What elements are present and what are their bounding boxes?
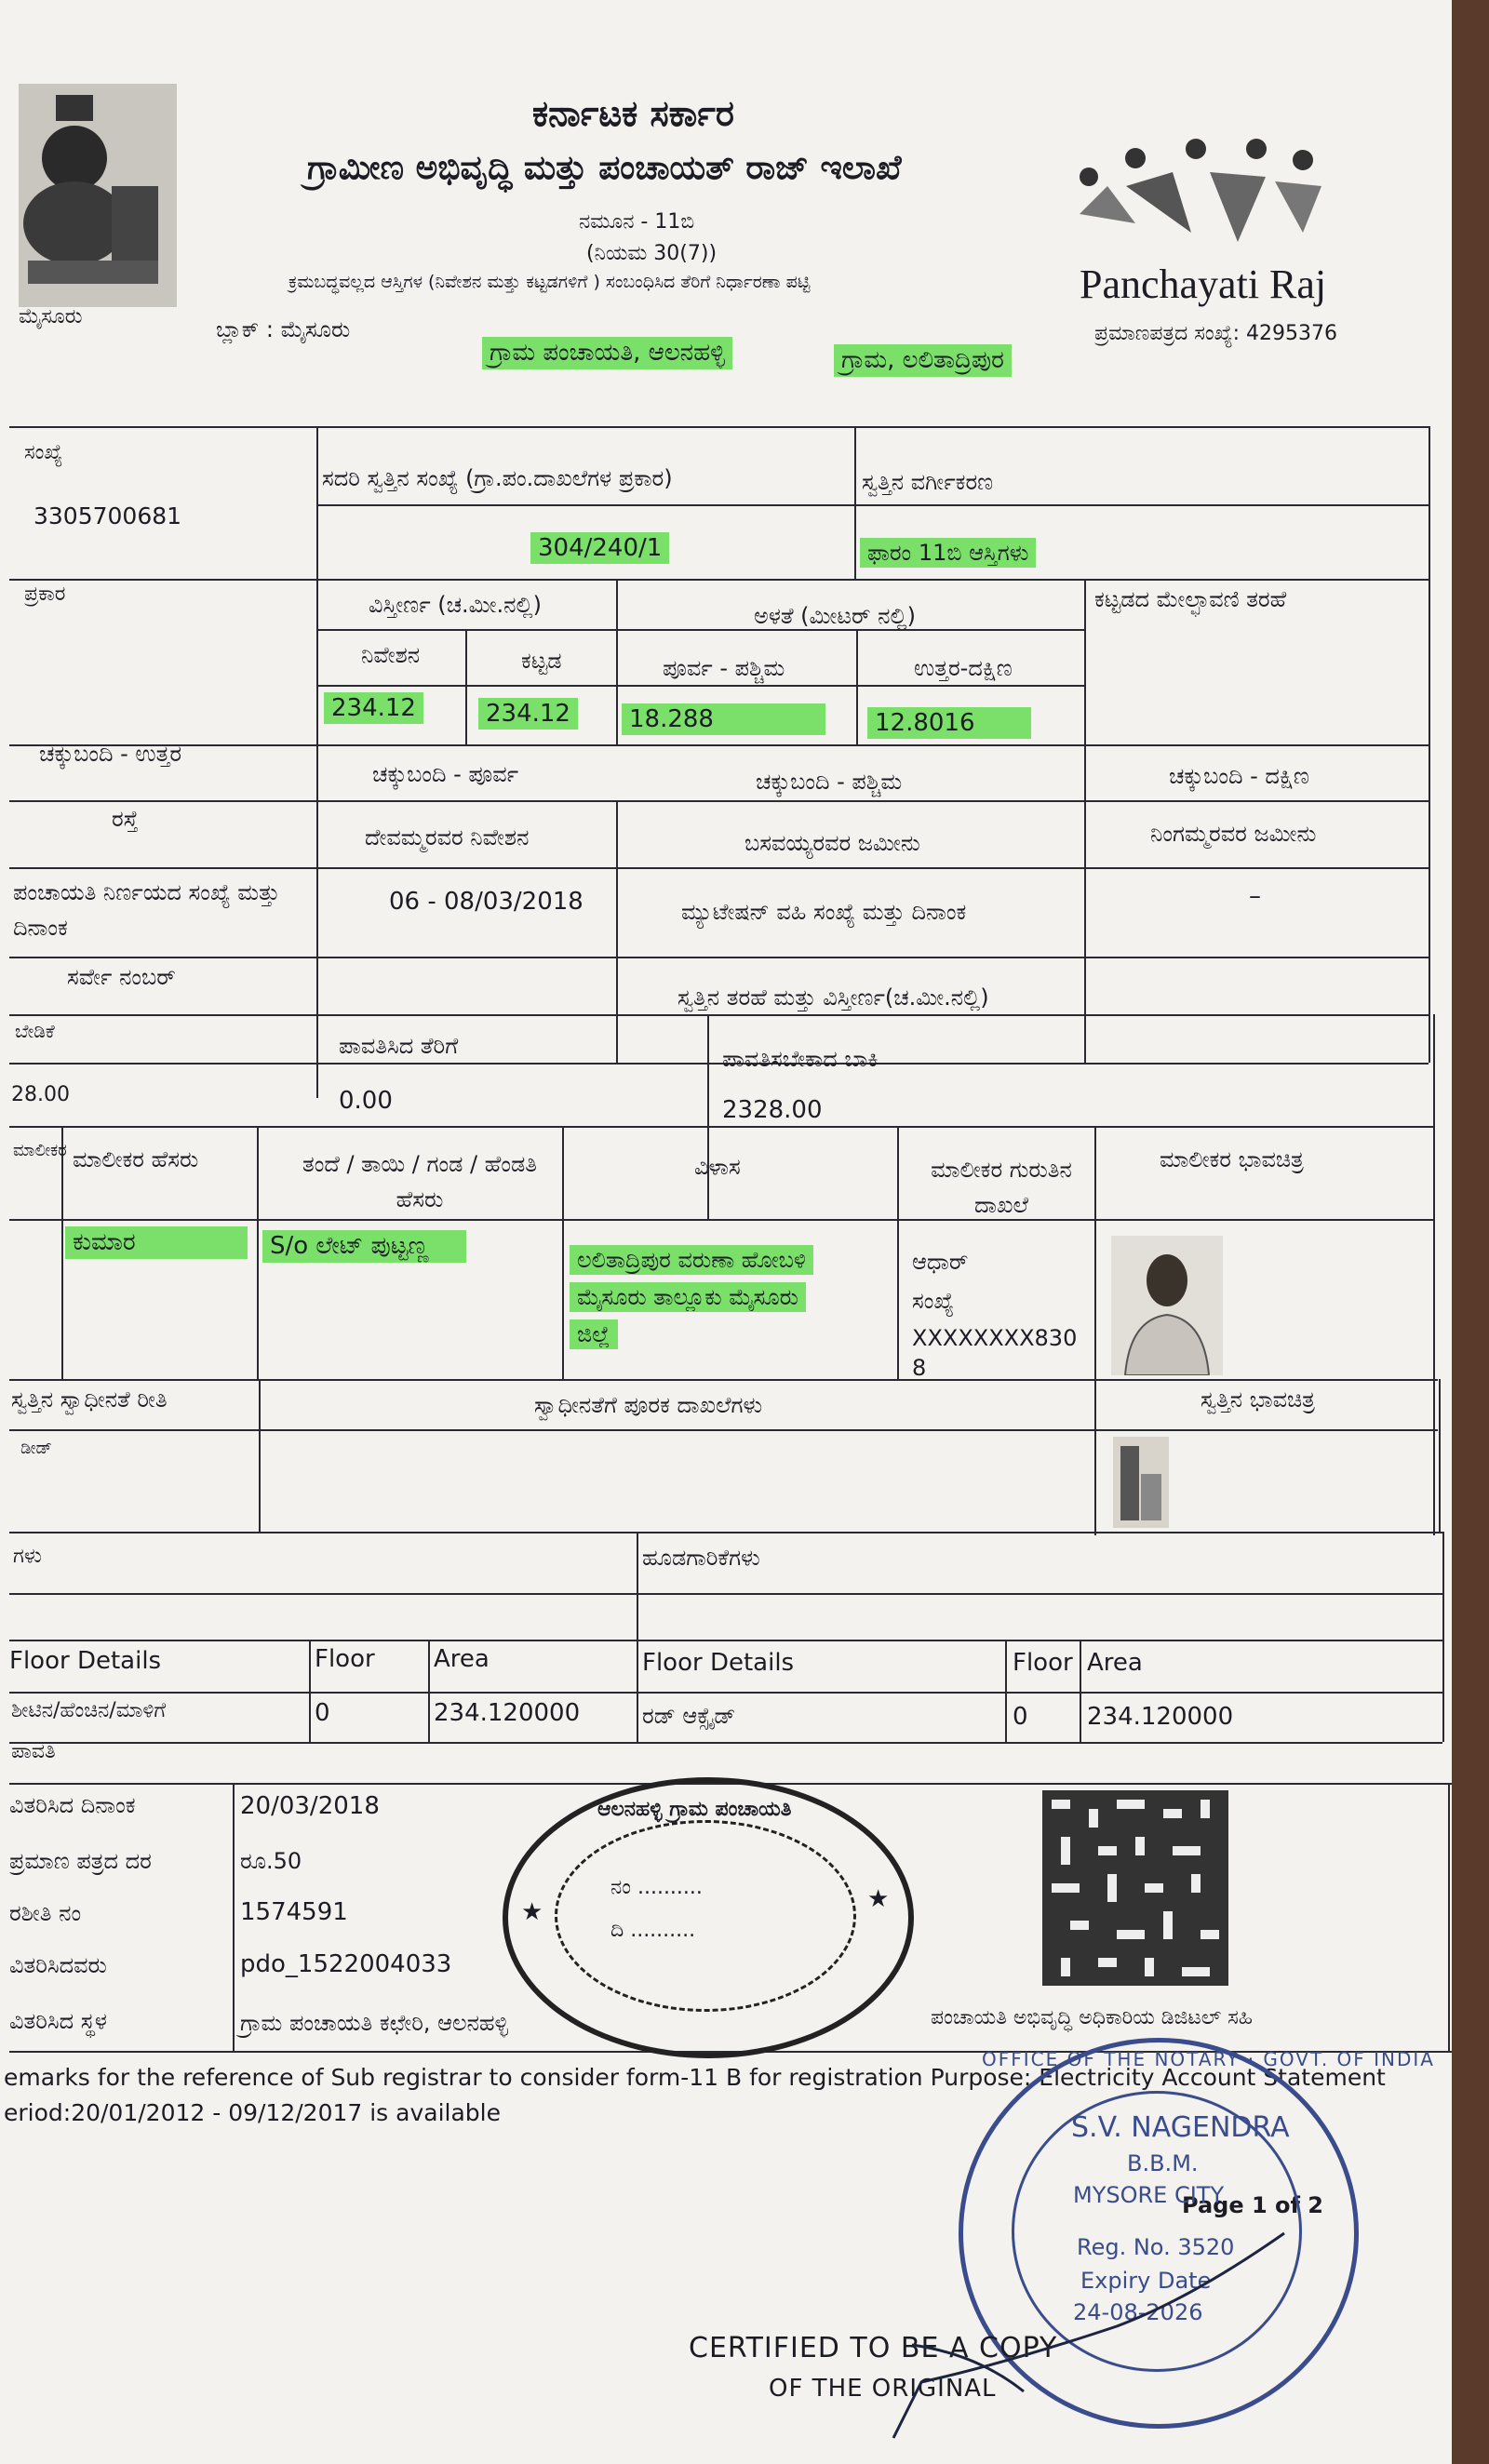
table-rule — [1084, 579, 1086, 1063]
village-name: ಗ್ರಾಮ, ಲಲಿತಾದ್ರಿಪುರ — [834, 344, 1012, 377]
remarks-line-2: eriod:20/01/2012 - 09/12/2017 is available — [4, 2099, 501, 2126]
table-rule — [1448, 1783, 1450, 2051]
notary-line-5: 24-08-2026 — [1073, 2299, 1203, 2325]
floor-details-header: Floor Details — [9, 1647, 162, 1675]
table-rule — [9, 1532, 1442, 1533]
address-line-1: ಲಲಿತಾದ್ರಿಪುರ ವರುಣಾ ಹೋಬಳಿ — [570, 1245, 813, 1275]
table-rule — [316, 504, 1429, 506]
table-rule — [465, 629, 467, 744]
address-line-2: ಮೈಸೂರು ತಾಲ್ಲೂಕು ಮೈಸೂರು — [570, 1282, 806, 1312]
table-rule — [233, 1783, 235, 2051]
address-label: ವಿಳಾಸ — [694, 1154, 741, 1180]
table-rule — [854, 426, 856, 579]
property-id-label: ಸಂಖ್ಯೆ — [24, 441, 63, 464]
table-rule — [1094, 1126, 1096, 1535]
panchayati-raj-logo — [1070, 130, 1340, 261]
table-rule — [9, 1593, 1442, 1595]
digital-signature-label: ಪಂಚಾಯತಿ ಅಭಿವೃದ್ಧಿ ಅಧಿಕಾರಿಯ ಡಿಜಿಟಲ್ ಸಹಿ — [931, 2006, 1253, 2029]
table-rule — [856, 629, 858, 744]
floor-details-header-2: Floor Details — [642, 1649, 795, 1677]
north-boundary-label: ಚಕ್ಕುಬಂದಿ - ಉತ್ತರ — [39, 741, 182, 767]
survey-number-label: ಸರ್ವೇ ನಂಬರ್ — [67, 964, 176, 990]
form-number: ನಮೂನ - 11ಬಿ — [579, 210, 695, 234]
remarks-line-1: emarks for the reference of Sub registrar to consider form-11 B for registration Purpose: Electricity Account Statement — [4, 2064, 1386, 2091]
owner-photo — [1111, 1236, 1223, 1375]
certified-copy-line-1: CERTIFIED TO BE A COPY — [689, 2332, 1058, 2364]
mutation-label: ಮ್ಯುಟೇಷನ್ ವಹಿ ಸಂಖ್ಯೆ ಮತ್ತು ದಿನಾಂಕ — [681, 899, 967, 925]
west-boundary-value: ಬಸವಯ್ಯರವರ ಜಮೀನು — [744, 830, 920, 856]
page-number: Page 1 of 2 — [1182, 2192, 1323, 2218]
table-rule — [1433, 1126, 1435, 1535]
table-rule — [1080, 1640, 1081, 1742]
north-south-value: 12.8016 — [867, 707, 1031, 739]
table-rule — [1005, 1640, 1007, 1742]
ownership-mode-label: ಸ್ವತ್ತಿನ ಸ್ವಾಧೀನತೆ ರೀತಿ — [11, 1386, 168, 1413]
notary-line-3: Reg. No. 3520 — [1077, 2234, 1235, 2260]
ownership-mode-value: ಡೀಡ್ — [20, 1439, 52, 1458]
table-rule — [428, 1640, 430, 1742]
classification-label: ಸ್ವತ್ತಿನ ವರ್ಗೀಕರಣ — [862, 469, 994, 495]
issue-place-value: ಗ್ರಾಮ ಪಂಚಾಯತಿ ಕಛೇರಿ, ಆಲನಹಳ್ಳಿ — [240, 2010, 509, 2036]
notary-ring-text: OFFICE OF THE NOTARY · GOVT. OF INDIA — [982, 2048, 1435, 2070]
floor-row-1-area: 234.120000 — [434, 1699, 581, 1727]
table-rule — [9, 1640, 1442, 1641]
certified-copy-line-2: OF THE ORIGINAL — [769, 2375, 997, 2403]
due-label: ಪಾವತಿಸಬೇಕಾದ ಬಾಕಿ — [722, 1046, 879, 1072]
notary-line-4: Expiry Date — [1080, 2268, 1212, 2294]
table-rule — [309, 1640, 311, 1742]
karnataka-emblem — [19, 84, 177, 307]
owner-name-value: ಕುಮಾರ — [65, 1226, 248, 1259]
table-rule — [9, 1219, 1433, 1221]
floor-header-2: Floor — [1013, 1649, 1073, 1677]
panchayat-seal-inner — [555, 1820, 856, 2012]
due-value: 2328.00 — [722, 1096, 823, 1124]
paid-tax-label: ಪಾವತಿಸಿದ ತೆರಿಗೆ — [339, 1033, 459, 1059]
table-rule — [9, 426, 1429, 428]
table-rule — [9, 1692, 1442, 1694]
floor-row-1-detail-2: ಪಾವತಿ — [11, 1740, 56, 1763]
site-label: ನಿವೇಶನ — [361, 642, 421, 668]
east-west-label: ಪೂರ್ವ - ಪಶ್ಚಿಮ — [663, 655, 785, 681]
area-label: ವಿಸ್ತೀರ್ಣ (ಚ.ಮೀ.ನಲ್ಲಿ) — [369, 592, 542, 618]
father-name-label: ತಂದೆ / ತಾಯಿ / ಗಂಡ / ಹೆಂಡತಿ ಹೆಸರು — [302, 1151, 537, 1213]
decision-value: 06 - 08/03/2018 — [389, 888, 584, 916]
issuer-label: ವಿತರಿಸಿದವರು — [9, 1952, 107, 1978]
paid-tax-value: 0.00 — [339, 1087, 393, 1115]
table-rule — [9, 1063, 1429, 1065]
issue-place-label: ವಿತರಿಸಿದ ಸ್ಥಳ — [9, 2008, 107, 2034]
table-rule — [9, 1742, 1442, 1744]
owner-id-line-3: XXXXXXXX830 — [912, 1325, 1078, 1351]
receipt-value: 1574591 — [240, 1898, 348, 1926]
property-id-value: 3305700681 — [34, 502, 182, 529]
demand-label: ಬೇಡಿಕೆ — [15, 1020, 55, 1042]
owner-id-line-1: ಆಧಾರ್ — [912, 1249, 969, 1275]
notary-name: S.V. NAGENDRA — [1071, 2111, 1290, 2144]
decision-label: ಪಂಚಾಯತಿ ನಿರ್ಣಯದ ಸಂಖ್ಯೆ ಮತ್ತು ದಿನಾಂಕ — [13, 879, 280, 942]
notary-line-2: MYSORE CITY — [1073, 2182, 1225, 2208]
address-line-3: ಜಿಲ್ಲೆ — [570, 1319, 618, 1349]
table-rule — [616, 579, 618, 744]
east-west-value: 18.288 — [622, 703, 825, 735]
rule-number: (ನಿಯಮ 30(7)) — [586, 242, 718, 265]
area-header-2: Area — [1087, 1649, 1143, 1677]
owner-id-line-4: 8 — [912, 1355, 927, 1381]
site-area-value: 234.12 — [324, 692, 423, 724]
table-rule — [316, 629, 1084, 631]
notary-signature — [838, 2205, 1321, 2447]
panchayat-name: ಗ್ರಾಮ ಪಂಚಾಯತಿ, ಆಲನಹಳ್ಳಿ — [482, 337, 732, 369]
qr-code — [1042, 1790, 1228, 1986]
table-rule — [9, 1379, 1438, 1381]
demand-value: 28.00 — [11, 1083, 70, 1106]
notary-line-1: B.B.M. — [1127, 2150, 1199, 2176]
owner-id-line-2: ಸಂಖ್ಯೆ — [912, 1288, 955, 1314]
fee-value: ರೂ.50 — [240, 1848, 302, 1874]
owner-id-label: ಮಾಲೀಕರ ಗುರುತಿನ ದಾಖಲೆ — [931, 1157, 1072, 1219]
west-boundary-label: ಚಕ್ಕುಬಂದಿ - ಪಶ್ಚಿಮ — [756, 769, 903, 795]
east-boundary-value: ದೇವಮ್ಮರವರ ನಿವೇಶನ — [365, 824, 530, 850]
seal-number: ನಂ .......... — [610, 1876, 703, 1899]
issue-date-value: 20/03/2018 — [240, 1792, 380, 1820]
table-rule — [9, 867, 1429, 869]
table-rule — [61, 1126, 63, 1379]
sadari-value: 304/240/1 — [530, 532, 669, 564]
property-photo-label: ಸ್ವತ್ತಿನ ಭಾವಚಿತ್ರ — [1201, 1386, 1315, 1413]
south-boundary-value: ನಿಂಗಮ್ಮರವರ ಜಮೀನು — [1150, 821, 1317, 847]
dimension-label: ಅಳತೆ (ಮೀಟರ್ ನಲ್ಲಿ) — [754, 603, 916, 629]
table-rule — [259, 1379, 261, 1532]
table-rule — [9, 579, 1429, 581]
floor-row-1-detail: ಶೀಟಿನ/ಹೆಂಚಿನ/ಮಾಳಿಗೆ — [11, 1699, 167, 1722]
floor-row-1-floor: 0 — [315, 1699, 330, 1727]
table-rule — [9, 957, 1429, 958]
table-rule — [616, 800, 618, 1063]
fee-label: ಪ್ರಮಾಣ ಪತ್ರದ ದರ — [9, 1848, 152, 1874]
table-rule — [9, 744, 1429, 746]
misc-left-label: ಗಳು — [13, 1545, 42, 1568]
seal-top-text: ಆಲನಹಳ್ಳಿ ಗ್ರಾಮ ಪಂಚಾಯತಿ — [597, 1798, 792, 1821]
seal-star-right: ★ — [867, 1885, 890, 1913]
table-rule — [257, 1126, 259, 1379]
seal-star-left: ★ — [521, 1898, 543, 1926]
table-rule — [9, 1014, 1429, 1016]
type-label: ಪ್ರಕಾರ — [24, 583, 66, 606]
table-rule — [9, 1126, 1433, 1128]
issue-date-label: ವಿತರಿಸಿದ ದಿನಾಂಕ — [9, 1792, 136, 1818]
table-rule — [9, 800, 1429, 802]
owner-serial-label: ಮಾಲೀಕರ — [13, 1141, 67, 1160]
table-rule — [1429, 426, 1430, 1063]
owner-name-label: ಮಾಲೀಕರ ಹೆಸರು — [73, 1146, 199, 1172]
property-photo — [1113, 1437, 1169, 1528]
table-rule — [1442, 1532, 1444, 1742]
block-label: ಬ್ಲಾಕ್ : ಮೈಸೂರು — [216, 316, 351, 342]
floor-row-2-detail: ರಡ್ ಆಕ್ಸೈಡ್ — [642, 1703, 736, 1729]
receipt-label: ರಶೀತಿ ನಂ — [9, 1900, 82, 1926]
table-rule — [316, 426, 318, 1098]
roof-type-label: ಕಟ್ಟಡದ ಮೇಲ್ಛಾವಣಿ ತರಹೆ — [1094, 586, 1287, 612]
table-rule — [897, 1126, 899, 1379]
table-rule — [316, 685, 1084, 687]
owner-photo-label: ಮಾಲೀಕರ ಭಾವಚಿತ್ರ — [1160, 1146, 1304, 1172]
classification-value: ಫಾರಂ 11ಬಿ ಆಸ್ತಿಗಳು — [860, 538, 1036, 568]
table-rule — [562, 1126, 564, 1379]
supporting-docs-label: ಸ್ವಾಧೀನತೆಗೆ ಪೂರಕ ದಾಖಲೆಗಳು — [534, 1392, 763, 1418]
certificate-number: ಪ್ರಮಾಣಪತ್ರದ ಸಂಖ್ಯೆ: 4295376 — [1094, 322, 1337, 345]
form-subtitle: ಕ್ರಮಬದ್ಧವಲ್ಲದ ಆಸ್ತಿಗಳ (ನಿವೇಶನ ಮತ್ತು ಕಟ್ಟಡಗಳಿಗೆ ) ಸಂಬಂಧಿಸಿದ ತೆರಿಗೆ ನಿರ್ಧಾರಣಾ ಪಟ್ಟಿ — [288, 272, 811, 292]
table-rule — [637, 1532, 638, 1742]
table-rule — [1439, 1379, 1441, 1532]
property-nature-label: ಸ್ವತ್ತಿನ ತರಹೆ ಮತ್ತು ವಿಸ್ತೀರ್ಣ(ಚ.ಮೀ.ನಲ್ಲಿ) — [677, 984, 989, 1011]
father-name-value: S/o ಲೇಟ್ ಪುಟ್ಟಣ್ಣ — [262, 1230, 466, 1263]
building-label: ಕಟ್ಟಡ — [521, 648, 562, 674]
south-boundary-label: ಚಕ್ಕುಬಂದಿ - ದಕ್ಷಿಣ — [1169, 763, 1309, 789]
table-rule — [9, 1429, 1438, 1431]
issuer-value: pdo_1522004033 — [240, 1950, 452, 1978]
north-boundary-value: ರಸ್ತೆ — [112, 806, 139, 832]
table-rule — [707, 1014, 709, 1219]
north-south-label: ಉತ್ತರ-ದಕ್ಷಿಣ — [914, 655, 1013, 681]
panchayati-raj-wordmark: Panchayati Raj — [1080, 261, 1327, 307]
floor-header: Floor — [315, 1645, 375, 1673]
seal-date: ದಿ .......... — [610, 1919, 696, 1942]
sadari-label: ಸದರಿ ಸ್ವತ್ತಿನ ಸಂಖ್ಯೆ (ಗ್ರಾ.ಪಂ.ದಾಖಲೆಗಳ ಪ್ರಕಾರ) — [322, 465, 673, 491]
district-label: ಮೈಸೂರು — [19, 305, 83, 328]
floor-row-2-area: 234.120000 — [1087, 1703, 1234, 1731]
mutation-value: – — [1249, 882, 1261, 910]
panchayat-seal — [503, 1777, 914, 2058]
area-header: Area — [434, 1645, 490, 1673]
east-boundary-label: ಚಕ್ಕುಬಂದಿ - ಪೂರ್ವ — [372, 761, 519, 787]
floor-row-2-floor: 0 — [1013, 1703, 1028, 1731]
building-area-value: 234.12 — [478, 698, 578, 730]
department-title: ಗ್ರಾಮೀಣ ಅಭಿವೃದ್ಧಿ ಮತ್ತು ಪಂಚಾಯತ್ ರಾಜ್ ಇಲಾಖೆ — [307, 149, 902, 187]
investments-label: ಹೂಡಗಾರಿಕೆಗಳು — [642, 1545, 760, 1571]
govt-title: ಕರ್ನಾಟಕ ಸರ್ಕಾರ — [532, 93, 734, 134]
